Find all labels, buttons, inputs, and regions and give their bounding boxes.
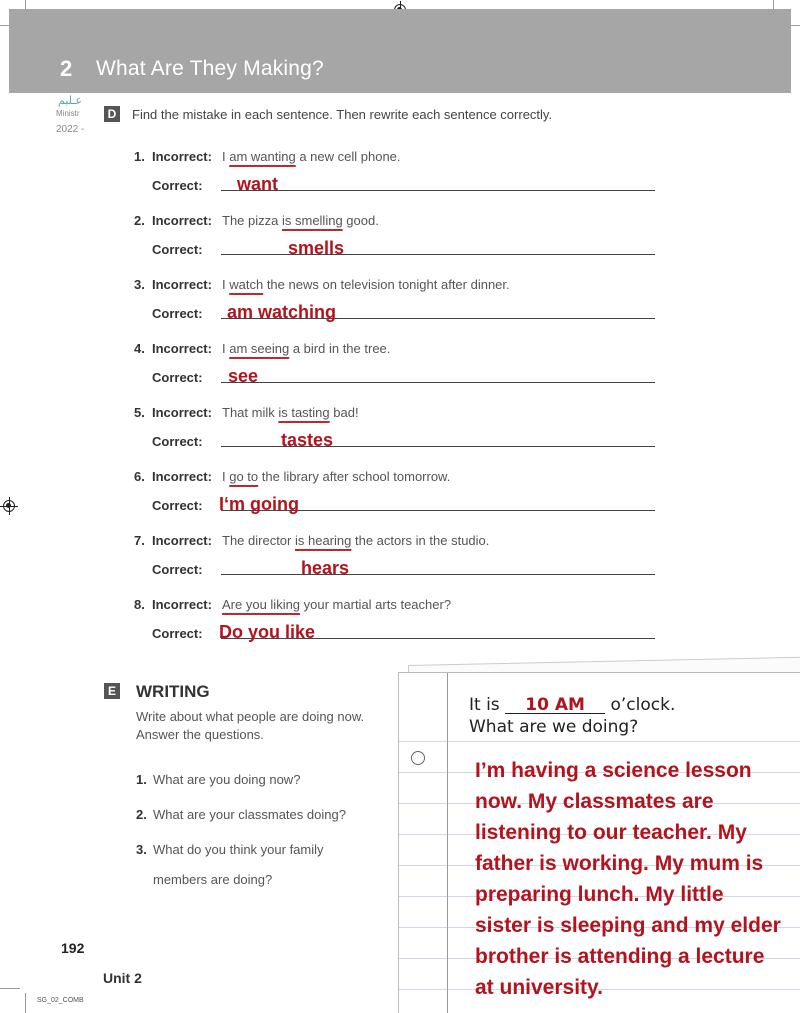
- sentence-text: a bird in the tree.: [289, 341, 391, 356]
- sentence-text: bad!: [329, 405, 359, 420]
- question-number: 3.: [136, 842, 147, 857]
- binder-hole-icon: [411, 751, 425, 765]
- incorrect-label: Incorrect:: [152, 405, 212, 420]
- incorrect-label: Incorrect:: [152, 341, 212, 356]
- sentence-text: the news on television tonight after dinner.: [263, 277, 510, 292]
- writing-title: WRITING: [136, 682, 210, 701]
- writing-instruction: Write about what people are doing now.: [136, 709, 365, 724]
- ministry-year: 2022 -: [56, 124, 85, 135]
- mistake-text: am wanting: [229, 149, 296, 164]
- item-number: 1.: [134, 149, 145, 164]
- correct-label: Correct:: [152, 370, 203, 385]
- correct-label: Correct:: [152, 306, 203, 321]
- item-number: 8.: [134, 597, 145, 612]
- sentence-text: your martial arts teacher?: [300, 597, 452, 612]
- page-title: What Are They Making?: [96, 57, 324, 80]
- answer-line: [221, 190, 655, 191]
- incorrect-sentence: [222, 341, 390, 356]
- incorrect-label: Incorrect:: [152, 277, 212, 292]
- question-number: 2.: [136, 807, 147, 822]
- mistake-text: Are you liking: [222, 597, 301, 612]
- sentence-text: That milk: [222, 405, 279, 420]
- notebook-page: [398, 672, 800, 1013]
- incorrect-sentence: [222, 149, 401, 164]
- sentence-text: the actors in the studio.: [351, 533, 490, 548]
- mistake-text: is hearing: [294, 533, 352, 548]
- mistake-text: am seeing: [229, 341, 290, 356]
- correct-answer: see: [228, 366, 259, 386]
- ministry-name: Ministr: [56, 109, 80, 118]
- ministry-logo: عـليم: [58, 95, 83, 107]
- question-text-continued: members are doing?: [153, 872, 273, 887]
- correct-answer: tastes: [281, 430, 334, 450]
- correct-label: Correct:: [152, 626, 203, 641]
- correct-answer: I‘m going: [219, 494, 299, 514]
- sentence-text: a new cell phone.: [295, 149, 401, 164]
- incorrect-sentence: [222, 277, 510, 292]
- time-answer: 10 AM: [505, 697, 605, 714]
- item-number: 6.: [134, 469, 145, 484]
- sentence-text: I: [222, 277, 230, 292]
- answer-line: [221, 382, 655, 383]
- item-number: 7.: [134, 533, 145, 548]
- section-e-badge: E: [104, 683, 120, 699]
- incorrect-label: Incorrect:: [152, 597, 212, 612]
- incorrect-sentence: [222, 213, 379, 228]
- notebook-question: What are we doing?: [469, 717, 639, 737]
- correct-answer: Do you like: [219, 622, 316, 642]
- writing-instruction: Answer the questions.: [136, 727, 264, 742]
- correct-answer: want: [237, 174, 279, 194]
- correct-answer: am watching: [227, 302, 337, 322]
- time-sentence: [469, 695, 675, 715]
- crop-mark: [25, 993, 26, 1013]
- correct-label: Correct:: [152, 242, 203, 257]
- correct-label: Correct:: [152, 562, 203, 577]
- registration-mark-icon: [3, 500, 15, 512]
- sentence-text: I: [222, 469, 230, 484]
- notebook-answer: I’m having a science lesson now. My classmates are listening to our teacher. My father is working. My mum is preparing lunch. My little sister is sleeping and my elder brother is attending a lecture at university.: [475, 759, 781, 999]
- incorrect-sentence: [222, 533, 489, 548]
- incorrect-sentence: [222, 469, 450, 484]
- mistake-text: go to: [229, 469, 259, 484]
- incorrect-label: Incorrect:: [152, 213, 212, 228]
- item-number: 3.: [134, 277, 145, 292]
- incorrect-label: Incorrect:: [152, 469, 212, 484]
- sentence-text: good.: [342, 213, 379, 228]
- item-number: 2.: [134, 213, 145, 228]
- question-text: What are your classmates doing?: [153, 807, 346, 822]
- sentence-text: The director: [222, 533, 295, 548]
- correct-answer: smells: [288, 238, 345, 258]
- incorrect-label: Incorrect:: [152, 533, 212, 548]
- correct-answer: hears: [301, 558, 350, 578]
- incorrect-sentence: [222, 405, 359, 420]
- oclock-label: o’clock.: [610, 695, 676, 715]
- answer-line: [221, 254, 655, 255]
- notebook-margin-line: [447, 673, 448, 1013]
- correct-label: Correct:: [152, 178, 203, 193]
- correct-label: Correct:: [152, 498, 203, 513]
- exercise-d-instruction: Find the mistake in each sentence. Then rewrite each sentence correctly.: [132, 107, 553, 122]
- question-number: 1.: [136, 772, 147, 787]
- sentence-text: I: [222, 149, 230, 164]
- page-number: 192: [61, 940, 85, 956]
- sentence-text: The pizza: [222, 213, 282, 228]
- section-d-badge: D: [104, 106, 120, 122]
- question-text: What do you think your family: [153, 842, 324, 857]
- file-slug: SG_02_COMB: [37, 997, 84, 1004]
- answer-line: [221, 574, 655, 575]
- it-is-label: It is: [469, 695, 500, 715]
- question-text: What are you doing now?: [153, 772, 301, 787]
- mistake-text: is tasting: [278, 405, 330, 420]
- unit-number: 2: [60, 56, 73, 81]
- item-number: 4.: [134, 341, 145, 356]
- incorrect-sentence: [222, 597, 451, 612]
- unit-footer: Unit 2: [103, 970, 142, 986]
- correct-label: Correct:: [152, 434, 203, 449]
- mistake-text: watch: [229, 277, 264, 292]
- mistake-text: is smelling: [281, 213, 343, 228]
- sentence-text: I: [222, 341, 230, 356]
- sentence-text: the library after school tomorrow.: [258, 469, 451, 484]
- incorrect-label: Incorrect:: [152, 149, 212, 164]
- item-number: 5.: [134, 405, 145, 420]
- crop-mark: [0, 988, 20, 989]
